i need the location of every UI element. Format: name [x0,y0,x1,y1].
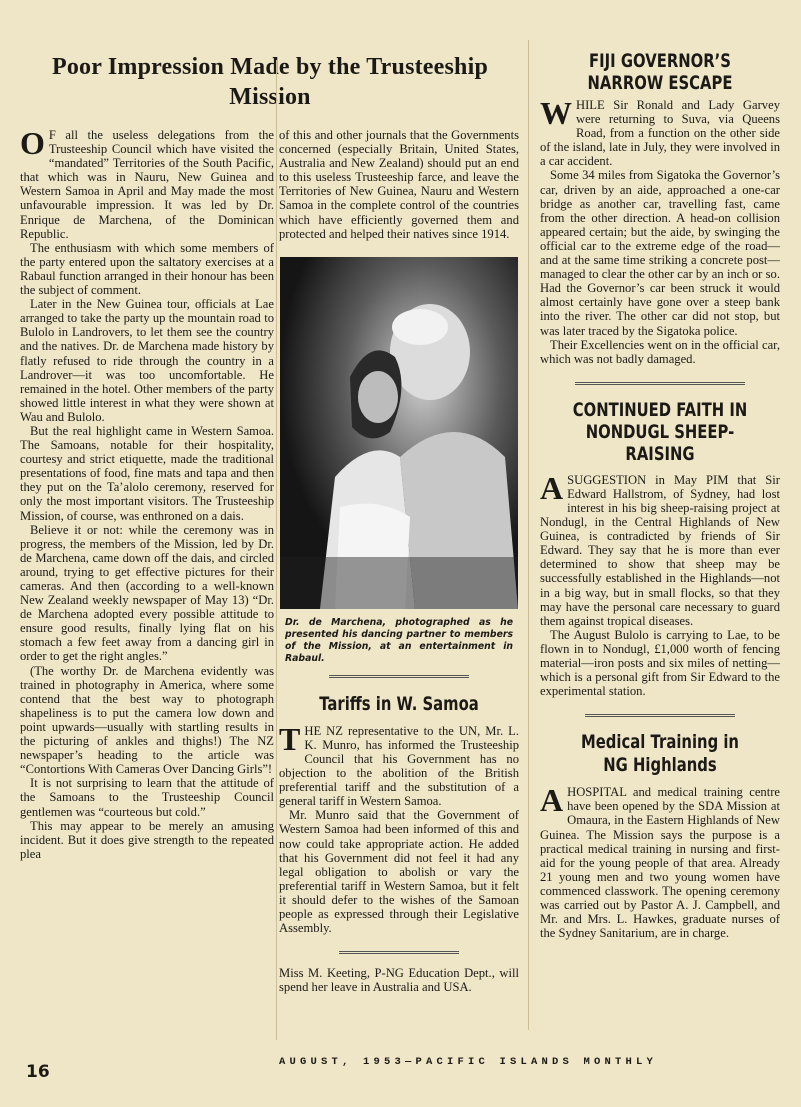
section-rule [329,675,469,678]
page-footer [0,1048,801,1088]
fiji-headline: FIJI GOVERNOR’S NARROW ESCAPE [587,50,733,94]
fiji-dropcap: W [540,95,572,131]
main-article-paragraph: (The worthy Dr. de Marchena evidently was trained in photography in America, where some contend that the best way to photograph shapeliness is to put the camera low down and point upwards—usually with startling results in the picturing of ankles and thighs!) The NZ newspaper’s heading to the article was “Contortions With Cameras Over Dancing Girls”! [20,663,274,777]
fiji-paragraph: Some 34 miles from Sigatoka the Governor’s car, driven by an aide, approached a one-car bridge as another car, travelling fast, came from the other direction. A head-on collision appeared certain; but the aide, by swinging the official car to the extreme edge of the road—and at the same time striking a concrete post—managed to clear the other car by an inch or so. Had the Governor’s car been struck it would almost certainly have gone over a steep bank into the river. The other car did not stop, but was later traced by the Sigatoka police. [540,168,780,338]
keeting-note: Miss M. Keeting, P-NG Education Dept., will spend her leave in Australia and USA. [279,966,519,995]
section-rule [339,951,459,954]
middle-column [279,128,519,994]
medical-headline: Medical Training in NG Highlands [581,731,739,777]
tariffs-dropcap: T [279,720,301,757]
nondugl-paragraph: ASUGGESTION in May PIM that Sir Edward Hallstrom, of Sydney, had lost interest in his big sheep-raising project at Nondugl, in the Central Highlands of New Guinea, is contradicted by friends of Sir Edward. They say that he is more than ever determined to show that sheep may be successfully established in the Highlands—not in a big way, but in small flocks, so that they may have the personal care necessary to guard them against tropical diseases. [540,469,780,628]
medical-dropcap: A [540,782,564,819]
section-rule [585,714,735,717]
nondugl-headline: CONTINUED FAITH IN NONDUGL SHEEP-RAISING [572,398,748,465]
section-rule [575,382,745,385]
main-article-paragraph: This may appear to be merely an amusing incident. But it does give strength to the repeated plea [20,818,274,861]
tariffs-paragraph: THE NZ representative to the UN, Mr. L. K. Munro, has informed the Trusteeship Council that his Government has no objection to the abolition of the British preferential tariff and the substitution of a general tariff in Western Samoa. [279,720,519,809]
page-number: 16 [26,1062,50,1082]
main-article-paragraph: O F all the useless delegations from the Trusteeship Council which have visited the “mandated” Territories of the South Pacific, that which was in Nauru, New Guinea and Western Samoa in April and May made the most unfavourable impression. It was led by Dr. Enrique de Marchena, of the Dominican Republic. [20,125,274,241]
main-article-left-column [20,125,274,861]
main-headline: Poor Impression Made by the Trusteeship Mission [51,54,489,110]
photo-dr-de-marchena [280,257,518,609]
main-article-continuation: of this and other journals that the Governments concerned (especially Britain, United States, Australia and New Zealand) should put an end to this useless Trusteeship farce, and leave the Territories of New Guinea, Nauru and Western Samoa in the complete control of the countries which have efficiently governed them and protected and helped their natives since 1914. [279,128,519,241]
main-article-paragraph: The enthusiasm with which some members of the party entered upon the saltatory exercises at a Rabaul function arranged in their honour has been the subject of comment. [20,240,274,298]
medical-paragraph: A HOSPITAL and medical training centre have been opened by the SDA Mission at Omaura, in the Eastern Highlands of New Guinea. The Mission says the purpose is a practical medical training in nursing and first-aid for the young people of that area. Already 21 young men and two young women have commenced classwork. The opening ceremony was carried out by Pastor A. J. Campbell, and Mr. and Mrs. L. Hawkes, graduate nurses of the Sydney Sanitarium, are in charge. [540,782,780,941]
photo-caption: Dr. de Marchena, photographed as he presented his dancing partner to members of the Mission, at an entertainment in Rabaul. [285,616,513,664]
tariffs-paragraph: Mr. Munro said that the Government of Western Samoa had been informed of this and now could take appropriate action. He added that his Government did not feel it had any legal obligation to abolish or vary the preferential tariff in Western Samoa, but it felt it should defer to the wishes of the Samoan people as expressed through their Legislative Assembly. [279,808,519,936]
fiji-paragraph: Their Excellencies went on in the official car, which was not badly damaged. [540,337,780,366]
main-article-dropcap: O [20,125,45,161]
main-article-paragraph: But the real highlight came in Western Samoa. The Samoans, notable for their hospitality, courtesy and strict etiquette, made the traditional presentations of food, fine mats and tapa and then they put on the Ta’alolo ceremony, reserved for only the most important visitors. The Trusteeship Mission, of course, was enthroned on a dais. [20,423,274,523]
fiji-paragraph: WHILE Sir Ronald and Lady Garvey were returning to Suva, via Queens Road, from a function on the other side of the island, late in July, they were involved in a car accident. [540,95,780,169]
column-divider-left [276,60,277,1040]
main-article-paragraph: Believe it or not: while the ceremony was in progress, the members of the Mission, led by Dr. de Marchena, came down off the dais, and circled around, trying to get effective pictures for their cameras. And then (according to a well-known New Zealand weekly newspaper of May 13) “Dr. de Marchena adopted every possible attitude to ensure good results, finally lying flat on his stomach a few feet away from a dancing girl in order to get the right angles.” [20,522,274,664]
running-title: AUGUST, 1953—PACIFIC ISLANDS MONTHLY [279,1056,658,1068]
tariffs-headline: Tariffs in W. Samoa [319,692,479,715]
nondugl-paragraph: The August Bulolo is carrying to Lae, to be flown in to Nondugl, £1,000 worth of fencing material—iron posts and six miles of netting—which is a personal gift from Sir Edward to the experimental station. [540,627,780,699]
right-column [540,50,780,941]
main-article-paragraph: Later in the New Guinea tour, officials at Lae arranged to take the party up the mountain road to Bulolo in Landrovers, to let them see the country and the natives. Dr. de Marchena made history by flatly refused to ride through the country in a Landrover—it was too uncomfortable. He remained in the hotel. Other members of the party showed little interest in what they were shown at Wau and Bulolo. [20,297,274,424]
nondugl-dropcap: A [540,469,564,506]
main-article-paragraph: It is not surprising to learn that the attitude of the Samoans to the Trusteeship Council gentlemen was “courteous but cold.” [20,776,274,819]
column-divider-right [528,40,529,1030]
